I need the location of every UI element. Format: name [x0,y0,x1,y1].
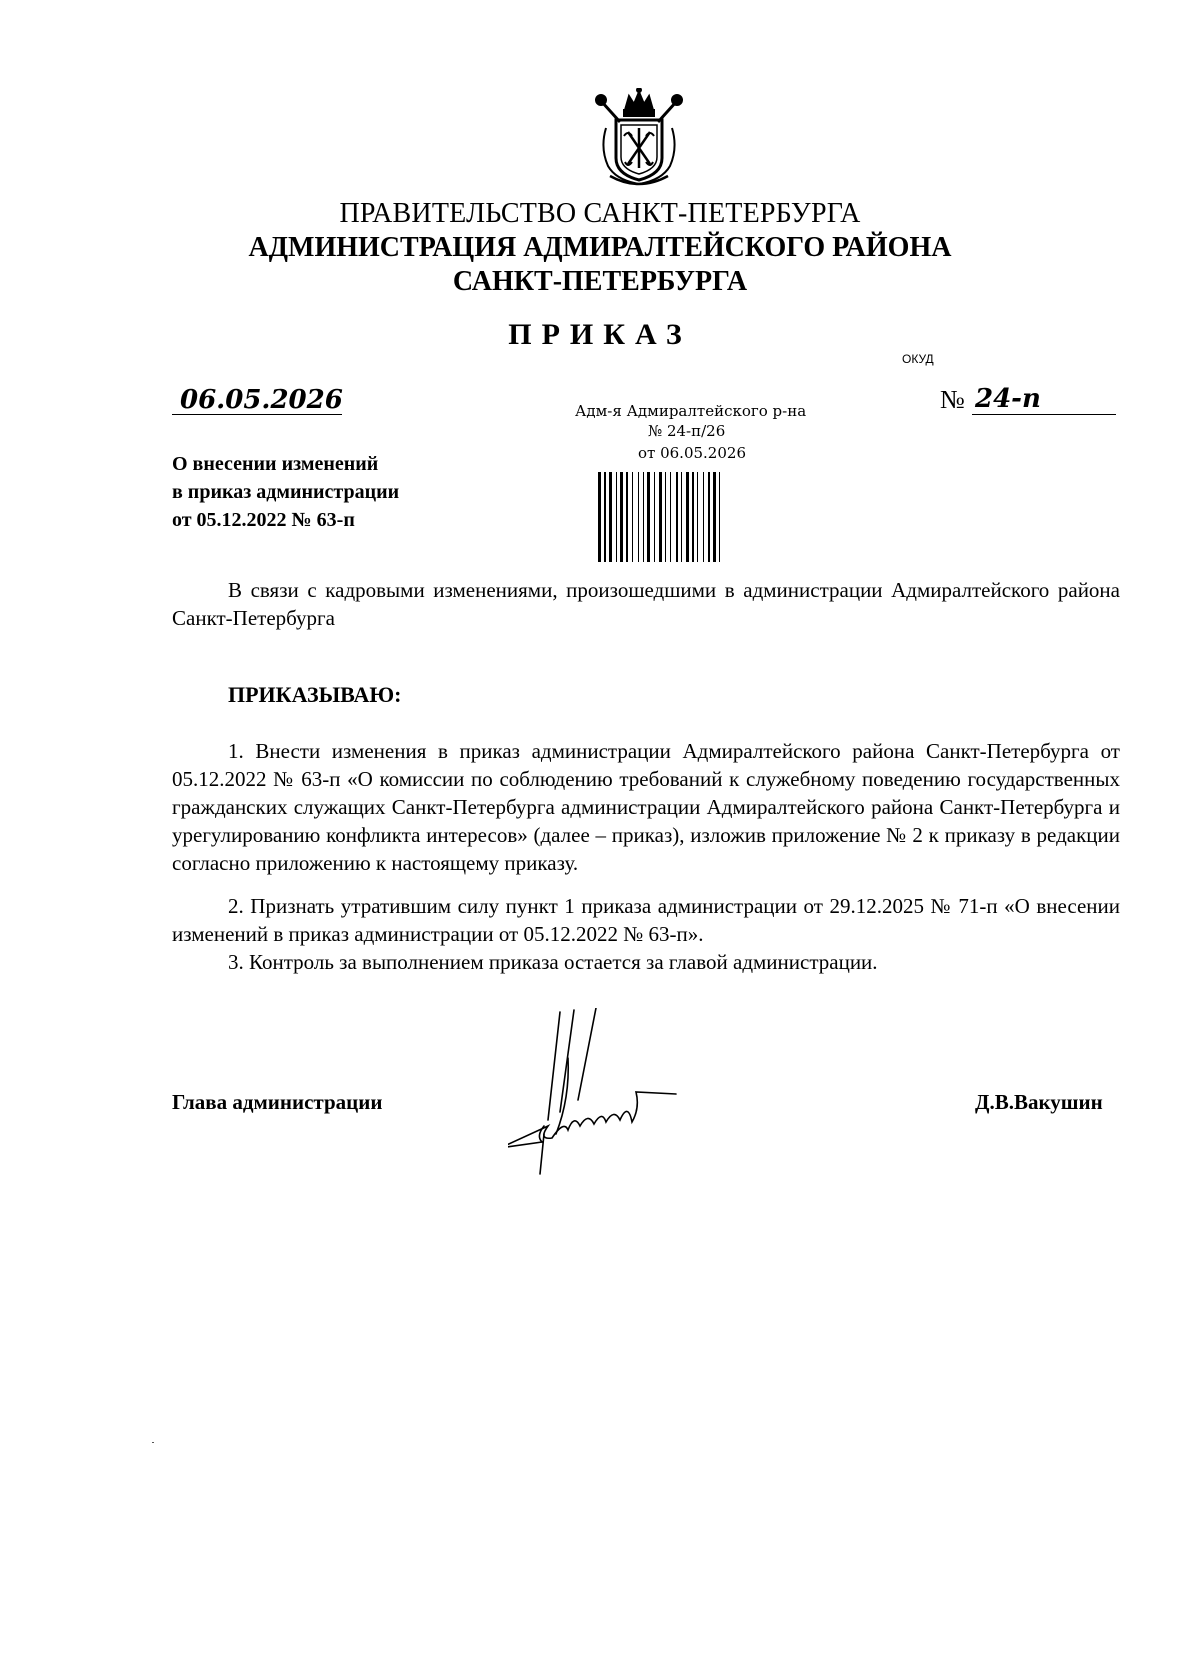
scan-speck [152,1442,154,1443]
registration-stamp-date: от 06.05.2026 [638,444,746,462]
document-subject [172,450,492,534]
subject-line: в приказ администрации [172,481,400,503]
coat-of-arms-icon [592,88,686,188]
document-number: 24-п [975,384,1041,414]
document-date: 06.05.2026 [180,385,343,415]
order-heading: ПРИКАЗЫВАЮ: [228,682,402,707]
government-title: ПРАВИТЕЛЬСТВО САНКТ-ПЕТЕРБУРГА [339,198,861,229]
signatory-position: Глава администрации [172,1090,383,1114]
registration-stamp-number: № 24-п/26 [648,422,726,440]
administration-title-line1: АДМИНИСТРАЦИЯ АДМИРАЛТЕЙСКОГО РАЙОНА [248,232,952,263]
administration-title-line2: САНКТ-ПЕТЕРБУРГА [452,266,748,297]
number-label: № [940,385,965,414]
registration-stamp-office: Адм-я Адмиралтейского р-на [575,402,807,420]
document-type-title: ПРИКАЗ [508,318,692,351]
order-item-1: 1. Внести изменения в приказ администрации Адмиралтейского района Санкт-Петербурга от 05.12.2022 № 63-п «О комиссии по соблюдению требований к служебному поведению государственных гражданских служащих Санкт-Петербурга администрации Адмиралтейского района Санкт-Петербурга и урегулированию конфликта интересов» (далее – приказ), изложив приложение № 2 к приказу в редакции согласно приложению к настоящему приказу. [172,739,1120,875]
number-underline [972,414,1116,415]
date-underline [172,414,342,415]
subject-line: от 05.12.2022 № 63-п [172,509,355,531]
order-item-2: 2. Признать утратившим силу пункт 1 приказа администрации от 29.12.2025 № 71-п «О внесении изменений в приказ администрации от 05.12.2022 № 63-п». [172,894,1120,946]
order-item-3: 3. Контроль за выполнением приказа остается за главой администрации. [228,950,878,974]
barcode-icon [596,472,774,562]
signature-icon [508,1008,728,1188]
okud-label: ОКУД [902,352,934,366]
signatory-name: Д.В.Вакушин [975,1090,1103,1114]
intro-paragraph: В связи с кадровыми изменениями, произошедшими в администрации Адмиралтейского района Санкт-Петербурга [172,578,1120,630]
subject-line: О внесении изменений [172,453,379,475]
